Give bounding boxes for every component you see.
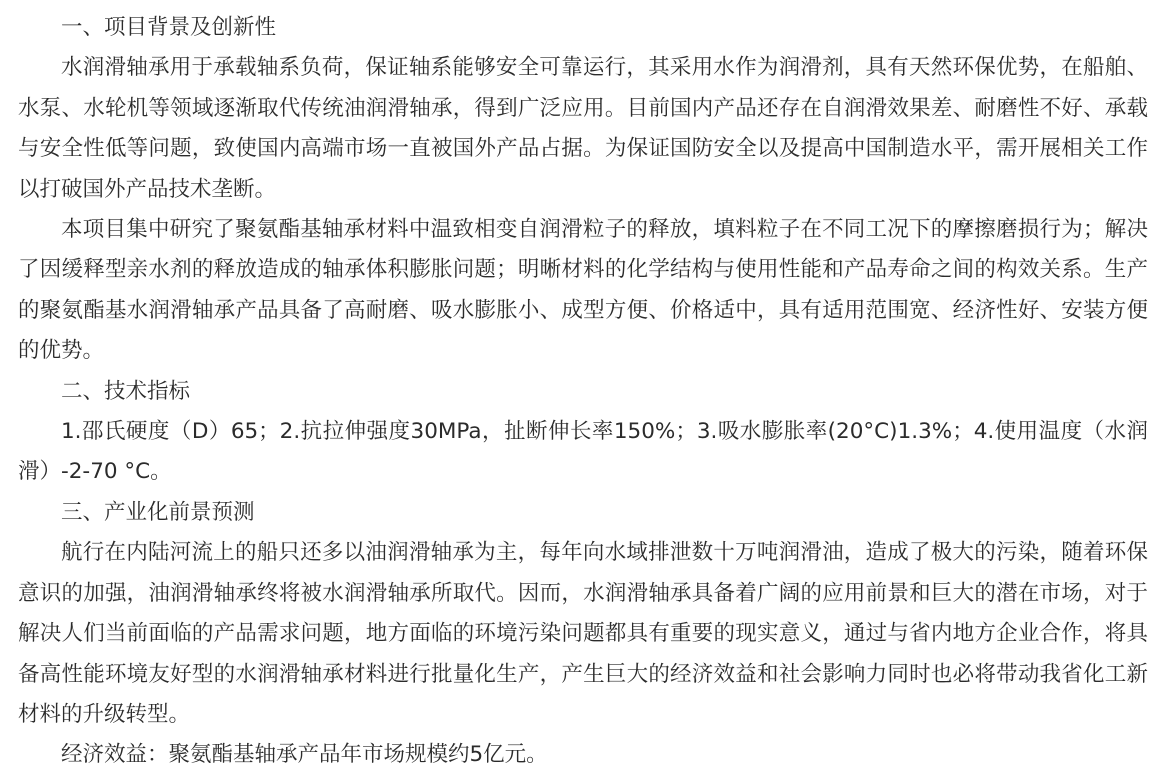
paragraph-background: 水润滑轴承用于承载轴系负荷，保证轴系能够安全可靠运行，其采用水作为润滑剂，具有天然环保优势，在船舶、水泵、水轮机等领域逐渐取代传统油润滑轴承，得到广泛应用。目前国内产品还存在自润滑效果差、耐磨性不好、承载与安全性低等问题，致使国内高端市场一直被国外产品占据。为保证国防安全以及提高中国制造水平，需开展相关工作以打破国外产品技术垄断。 bbox=[18, 55, 1148, 202]
paragraph-innovation: 本项目集中研究了聚氨酯基轴承材料中温致相变自润滑粒子的释放，填料粒子在不同工况下的摩擦磨损行为；解决了因缓释型亲水剂的释放造成的轴承体积膨胀问题；明晰材料的化学结构与使用性能和产品寿命之间的构效关系。生产的聚氨酯基水润滑轴承产品具备了高耐磨、吸水膨胀小、成型方便、价格适中，具有适用范围宽、经济性好、安装方便的优势。 bbox=[18, 217, 1148, 364]
section-heading-background: 一、项目背景及创新性 bbox=[61, 15, 277, 40]
section-heading-prospects: 三、产业化前景预测 bbox=[61, 499, 255, 525]
paragraph-prospects: 航行在内陆河流上的船只还多以油润滑轴承为主，每年向水域排泄数十万吨润滑油，造成了极大的污染，随着环保意识的加强，油润滑轴承终将被水润滑轴承所取代。因而，水润滑轴承具备着广阔的应用前景和巨大的潜在市场，对于解决人们当前面临的产品需求问题，地方面临的环境污染问题都具有重要的现实意义，通过与省内地方企业合作，将具备高性能环境友好型的水润滑轴承材料进行批量化生产，产生巨大的经济效益和社会影响力同时也必将带动我省化工新材料的升级转型。 bbox=[18, 540, 1148, 727]
section-heading-indicators: 二、技术指标 bbox=[61, 378, 191, 404]
paragraph-indicators: 1.邵氏硬度（D）65；2.抗拉伸强度30MPa，扯断伸长率150%；3.吸水膨胀率(20°C)1.3%；4.使用温度（水润滑）-2-70 °C。 bbox=[18, 419, 1148, 485]
paragraph-economic-benefit: 经济效益：聚氨酯基轴承产品年市场规模约5亿元。 bbox=[61, 742, 548, 768]
